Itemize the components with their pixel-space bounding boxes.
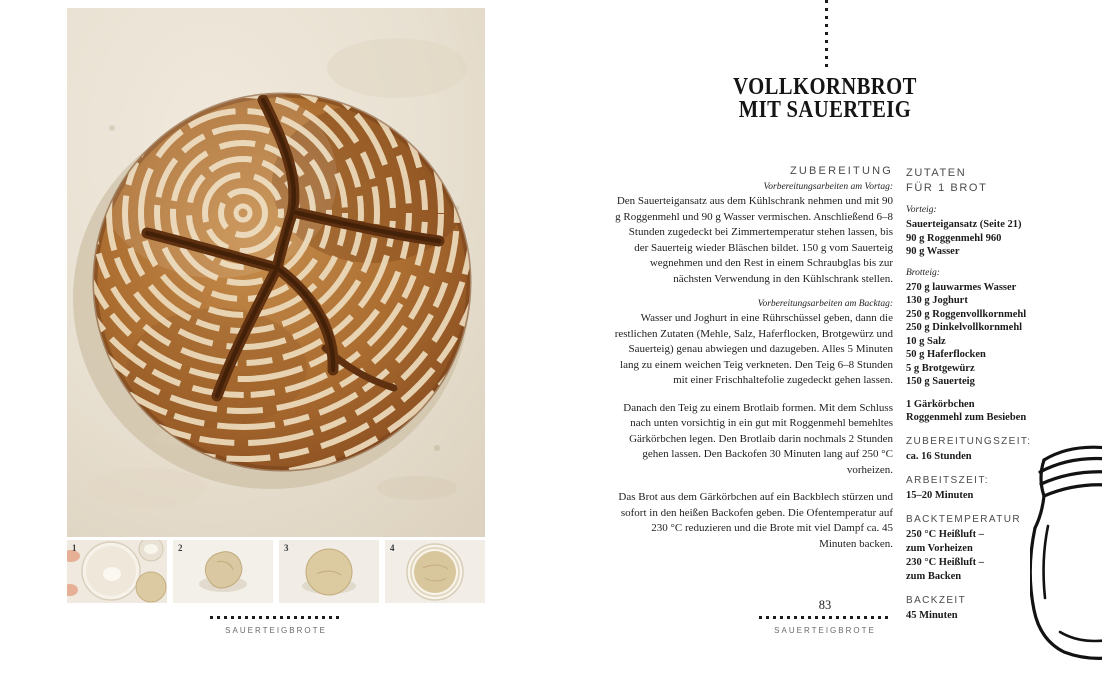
ingredient: 150 g Sauerteig [906,376,975,387]
recipe-title-line2: MIT SAUERTEIG [738,97,912,123]
ingredient-group-extra [906,398,1066,425]
meta-value: 230 °C Heißluft – [906,556,984,568]
ingredient: 130 g Joghurt [906,295,968,306]
jar-illustration [1030,440,1102,662]
meta-value: 45 Minuten [906,609,958,621]
meta-value: 15–20 Minuten [906,489,974,501]
step-number: 4 [390,543,395,553]
meta-label: ZUBEREITUNGSZEIT: [906,435,1032,447]
mason-jar-icon [1030,440,1102,662]
meta-label: ARBEITSZEIT: [906,474,989,486]
prep-section-2 [612,299,893,389]
prep-subheading: Vorbereitungsarbeiten am Backtag: [757,299,893,309]
step-2-illustration [173,540,273,603]
prep-paragraph: Den Sauerteigansatz aus dem Kühlschrank nehmen und mit 90 g Roggenmehl und 90 g Wasser vermischen. Anschließend 6–8 Stunden zugedeckt bei Zimmertemperatur stehen lassen, bis der Sauerteig wieder Bläschen bildet. 150 g vom Sauerteig wegnehmen und den Rest in einem Schraubglas bis zur nächsten Verwendung in den Kühlschrank stellen. [615,195,893,285]
recipe-title-line1: VOLLKORNBROT [733,74,917,100]
prep-section-1 [612,182,893,287]
dotted-vertical-line [825,0,828,72]
ingredient: 250 g Roggenvollkornmehl [906,308,1027,320]
step-number: 3 [284,543,289,553]
chapter-label: SAUERTEIGBROTE [774,626,876,635]
step-1-illustration [67,540,167,603]
step-number: 1 [72,543,77,553]
ingredient: 1 Gärkörbchen [906,398,975,410]
meta-value: ca. 16 Stunden [906,450,972,462]
group-label: Brotteig: [906,267,940,278]
dotted-rule [759,616,891,619]
ingredient: 50 g Haferflocken [906,349,986,360]
dotted-rule [210,616,342,619]
prep-paragraph: Wasser und Joghurt in eine Rührschüssel geben, dann die restlichen Zutaten (Mehle, Salz, Haferflocken, Brotgewürz und Sauerteig) genau abwiegen und dazugeben. Alles 5 Minuten lang zu einem weichen Teig verkneten. Den Teig 6–8 Stunden mit einer Frischhaltefolie zugedeckt gehen lassen. [614,312,893,386]
prep-paragraph: Das Brot aus dem Gärkörbchen auf ein Backblech stürzen und sofort in den heißen Backofen geben. Die Ofentemperatur auf 230 °C reduzieren und die Brote mit viel Dampf ca. 45 Minuten backen. [618,491,893,550]
bread-photo [67,8,485,537]
step-photo-strip [67,540,485,603]
prep-section-3 [612,401,893,479]
ingredients-heading-line2: FÜR 1 BROT [906,182,988,194]
ingredient-group-brotteig [906,268,1066,389]
ingredient: 10 g Salz [906,335,946,347]
ingredients-heading-line1: ZUTATEN [906,167,967,179]
prep-paragraph: Danach den Teig zu einem Brotlaib formen. Mit dem Schluss nach unten vorsichtig in ein gut mit Roggenmehl bemehltes Gärkörbchen legen. Den Brotlaib darin nochmals 2 Stunden gehen lassen. Den Backofen 30 Minuten lang auf 250 °C vorheizen. [623,401,893,476]
page-number: 83 [818,598,832,612]
meta-label: BACKTEMPERATUR [906,513,1021,525]
left-page-footer [67,616,485,635]
preparation-heading: ZUBEREITUNG [789,165,893,177]
ingredient: Sauerteigansatz (Seite 21) [906,219,1022,230]
chapter-label: SAUERTEIGBROTE [225,626,327,635]
step-photo-2 [173,540,273,603]
ingredient-group-vorteig [906,205,1066,259]
ingredient: 5 g Brotgewürz [906,362,975,374]
meta-label: BACKZEIT [906,594,967,606]
bread-photo-illustration [67,8,485,537]
ingredient: 90 g Roggenmehl 960 [906,232,1002,244]
step-photo-1 [67,540,167,603]
preparation-column [612,165,893,564]
meta-value: zum Vorheizen [906,542,973,554]
ingredient: 270 g lauwarmes Wasser [906,281,1017,293]
step-4-illustration [385,540,485,603]
step-number: 2 [178,543,183,553]
ingredients-heading [906,166,1066,196]
ingredient: Roggenmehl zum Besieben [906,412,1027,423]
ingredient: 250 g Dinkelvollkornmehl [906,322,1023,333]
step-photo-3 [279,540,379,603]
step-3-illustration [279,540,379,603]
meta-value: 250 °C Heißluft – [906,528,984,540]
prep-subheading: Vorbereitungsarbeiten am Vortag: [763,182,893,192]
step-photo-4 [385,540,485,603]
ingredient: 90 g Wasser [906,246,960,257]
meta-value: zum Backen [906,570,962,582]
prep-section-4 [612,490,893,552]
right-page-footer [658,598,992,635]
group-label: Vorteig: [906,205,937,215]
recipe-title [681,76,968,122]
